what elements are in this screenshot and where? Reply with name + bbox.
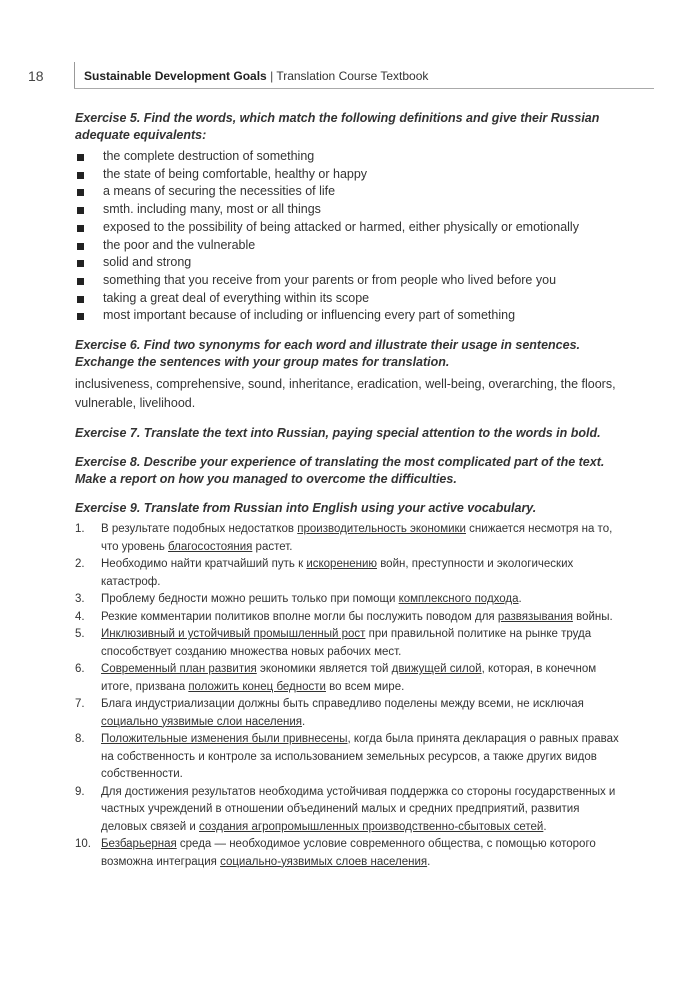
bullet-square-icon [77, 154, 84, 161]
item-number: 2. [75, 558, 85, 571]
vocabulary-term: развязывания [497, 610, 573, 623]
definition-text: the state of being comfortable, healthy or happy [103, 166, 368, 181]
item-number: 5. [75, 628, 85, 641]
translation-item [75, 521, 625, 556]
sentence-text: войн, преступности и экологических катастроф. [101, 558, 574, 588]
bullet-square-icon [77, 172, 84, 179]
translation-item [75, 556, 625, 591]
book-title: Sustainable Development Goals [84, 69, 267, 83]
item-number: 3. [75, 593, 85, 606]
definition-item [75, 254, 625, 272]
title-separator: | [270, 69, 274, 83]
item-number: 8. [75, 733, 85, 746]
sentence-text: . [543, 820, 547, 833]
definition-item [75, 272, 625, 290]
definition-text: the complete destruction of something [103, 149, 315, 163]
sentence-text: растет. [252, 540, 293, 553]
translation-item [75, 626, 625, 661]
bullet-square-icon [77, 243, 84, 250]
sentence-text: при правильной политике на рынке труда способствует созданию множества новых рабочих мест. [101, 628, 592, 658]
translation-item [75, 591, 625, 609]
definition-item [75, 219, 625, 237]
sentence-text: Необходимо найти кратчайший путь к [101, 558, 307, 571]
bullet-square-icon [77, 260, 84, 267]
translation-item [75, 696, 625, 731]
definition-text: taking a great deal of everything within its scope [103, 290, 370, 305]
page-header [24, 62, 664, 92]
definition-item [75, 237, 625, 255]
sentence-text: экономики является той [256, 663, 392, 676]
definition-item [75, 307, 625, 325]
bullet-square-icon [77, 313, 84, 320]
sentence-text: , когда была принята декларация о равных правах на собственность и контроле за использованием земельных ресурсов, а также других видов собственности. [101, 733, 619, 781]
vocabulary-term: Безбарьерная [101, 838, 177, 851]
exercise-6-words: inclusiveness, comprehensive, sound, inheritance, eradication, well-being, overarching, the floors, vulnerable, livelihood. [75, 377, 616, 411]
definition-text: something that you receive from your parents or from people who lived before you [103, 272, 557, 287]
item-number: 1. [75, 523, 85, 536]
item-number: 9. [75, 785, 85, 798]
sentence-text: снижается несмотря на то, что уровень [101, 523, 613, 553]
vocabulary-term: движущей силой [391, 663, 482, 676]
bullet-square-icon [77, 278, 84, 285]
sentence-text: среда — необходимое условие современного общества, с помощью которого возможна интеграция [101, 838, 596, 868]
exercise-8-title: Exercise 8. Describe your experience of translating the most complicated part of the text. Make a report on how you managed to overcome the difficulties. [75, 455, 605, 487]
definition-text: smth. including many, most or all things [103, 202, 321, 217]
definition-item [75, 183, 625, 201]
page-number: 18 [28, 68, 44, 84]
header-rule [74, 88, 654, 89]
vocabulary-term: производительность экономики [297, 523, 466, 536]
bullet-square-icon [77, 296, 84, 303]
definition-text: most important because of including or influencing every part of something [103, 308, 516, 323]
book-subtitle: Translation Course Textbook [276, 69, 429, 83]
translation-item [75, 731, 625, 784]
page-content [75, 110, 625, 871]
sentence-text: войны. [572, 610, 613, 623]
vocabulary-term: благосостояния [168, 540, 253, 553]
bullet-square-icon [77, 189, 84, 196]
exercise-9-list [75, 521, 625, 871]
definition-item [75, 290, 625, 308]
definition-item [75, 148, 625, 166]
translation-item [75, 609, 625, 627]
running-title [84, 69, 428, 83]
vocabulary-term: создания агропромышленных производственно-сбытовых сетей [199, 820, 544, 833]
definition-text: a means of securing the necessities of life [103, 184, 336, 199]
sentence-text: Резкие комментарии политиков вполне могли бы послужить поводом для [101, 610, 498, 623]
item-number: 4. [75, 610, 85, 623]
definition-item [75, 166, 625, 184]
item-number: 7. [75, 698, 85, 711]
vocabulary-term: Инклюзивный и устойчивый промышленный рост [101, 628, 366, 641]
vocabulary-term: искоренению [306, 558, 377, 571]
definition-text: solid and strong [103, 255, 192, 270]
definition-item [75, 201, 625, 219]
vocabulary-term: положить конец бедности [188, 680, 326, 693]
sentence-text: . [301, 715, 306, 728]
definition-text: the poor and the vulnerable [103, 237, 256, 252]
vocabulary-term: Положительные изменения были привнесены [101, 733, 348, 746]
item-number: 10. [75, 838, 91, 851]
exercise-9-title: Exercise 9. Translate from Russian into English using your active vocabulary. [75, 501, 537, 516]
exercise-5-title: Exercise 5. Find the words, which match the following definitions and give their Russian adequate equivalents: [75, 111, 600, 142]
sentence-text: Проблему бедности можно решить только при помощи [101, 593, 399, 606]
vocabulary-term: комплексного подхода [398, 593, 519, 606]
bullet-square-icon [77, 225, 84, 232]
sentence-text: во всем мире. [325, 680, 405, 693]
exercise-5-list [75, 148, 625, 325]
sentence-text: . [518, 593, 522, 606]
vocabulary-term: Современный план развития [101, 663, 257, 676]
vocabulary-term: социально уязвимые слои населения [101, 715, 302, 728]
sentence-text: В результате подобных недостатков [101, 523, 298, 536]
sentence-text: Для достижения результатов необходима устойчивая поддержка со стороны государственных и частных учреждений в отношении объединений малых и средних предприятий, развития деловых связей и [101, 785, 616, 833]
sentence-text: . [427, 855, 431, 868]
exercise-6-title: Exercise 6. Find two synonyms for each word and illustrate their usage in sentences. Exchange the sentences with your group mates for translation. [75, 338, 581, 370]
item-number: 6. [75, 663, 85, 676]
header-divider [74, 62, 75, 88]
translation-item [75, 784, 625, 837]
bullet-square-icon [77, 207, 84, 214]
sentence-text: , которая, в конечном итоге, призвана [101, 663, 597, 693]
translation-item [75, 836, 625, 871]
exercise-7-title: Exercise 7. Translate the text into Russian, paying special attention to the words in bold. [75, 426, 601, 441]
definition-text: exposed to the possibility of being attacked or harmed, either physically or emotionally [103, 219, 579, 234]
translation-item [75, 661, 625, 696]
vocabulary-term: социально-уязвимых слоев населения [220, 855, 428, 868]
sentence-text: Блага индустриализации должны быть справедливо поделены между всеми, не исключая [101, 698, 584, 711]
